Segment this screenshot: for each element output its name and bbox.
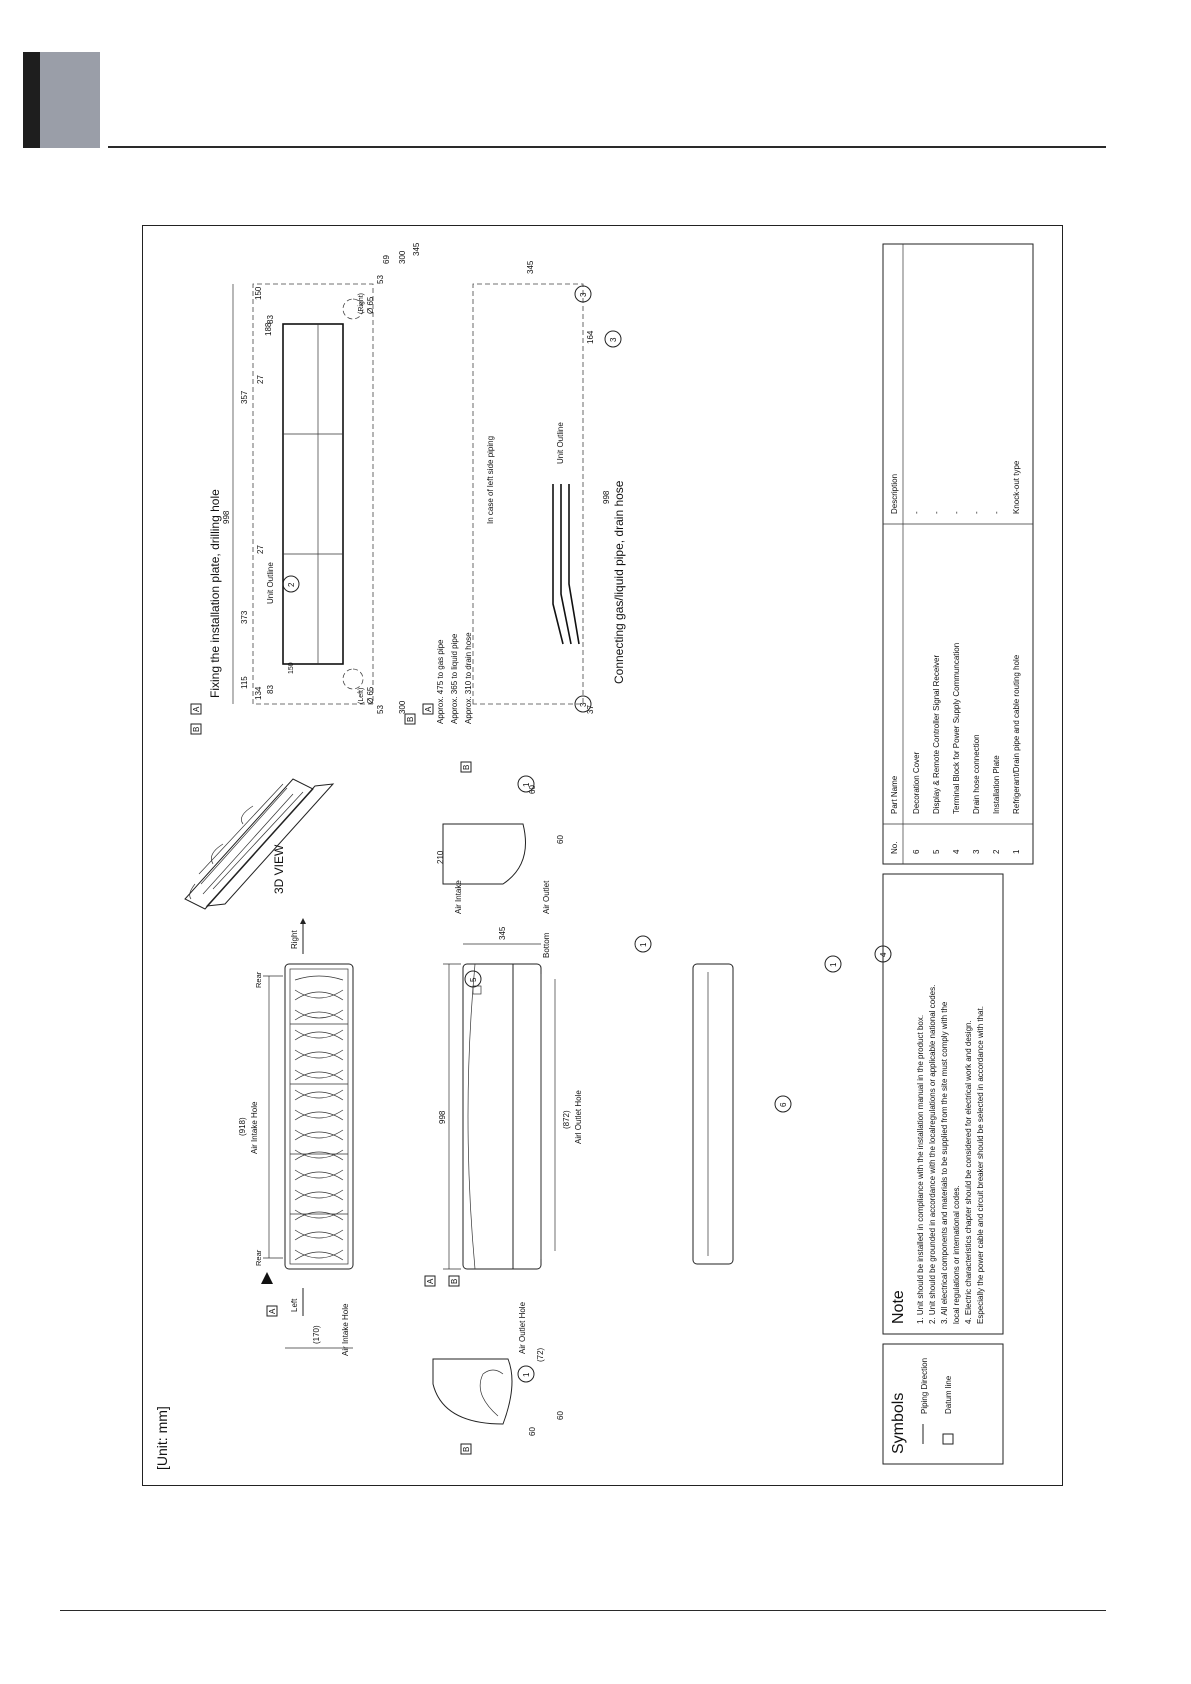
three-d-view bbox=[185, 779, 333, 909]
symbols-legend bbox=[883, 1344, 1003, 1464]
parts-row bbox=[1012, 460, 1021, 854]
side-left-dim-60-h: 60 bbox=[556, 1411, 565, 1420]
side-right-datum-b: B bbox=[462, 764, 471, 770]
plate-dim-345: 345 bbox=[412, 242, 421, 256]
plate-dim-150-small: 150 bbox=[288, 662, 295, 674]
top-dim-918: (918) bbox=[238, 1117, 247, 1136]
note-title: Note bbox=[890, 1290, 907, 1324]
pipe-drain: Approx. 310 to drain hose bbox=[464, 632, 473, 724]
side-left-dim-60-v: 60 bbox=[528, 1427, 537, 1436]
note-line-1: 1. Unit should be installed in compliance with the installation manual in the product box. bbox=[916, 1014, 925, 1324]
callout-1-b: 1 bbox=[522, 782, 531, 787]
parts-row bbox=[912, 511, 921, 854]
pipe-dim-345: 345 bbox=[526, 260, 535, 274]
front-dim-872: (872) bbox=[562, 1110, 571, 1129]
plate-dim-357: 357 bbox=[240, 390, 249, 404]
technical-drawing bbox=[143, 226, 1061, 1484]
callout-1-c: 1 bbox=[639, 942, 648, 947]
callout-1-a: 1 bbox=[522, 1372, 531, 1377]
parts-cell: - bbox=[912, 511, 921, 514]
unit-label: [Unit: mm] bbox=[154, 1406, 170, 1470]
pipe-left-side-piping: In case of left side piping bbox=[486, 435, 495, 524]
top-air-intake-hole: Air Intake Hole bbox=[250, 1101, 259, 1154]
front-view bbox=[425, 926, 583, 1286]
parts-header-no: No. bbox=[890, 841, 899, 854]
chapter-tab-dark bbox=[23, 52, 40, 148]
plate-unit-outline: Unit Outline bbox=[266, 562, 275, 604]
side-right-dim-210: 210 bbox=[436, 850, 445, 864]
parts-cell: Display & Remote Controller Signal Receiver bbox=[932, 654, 941, 814]
side-left-dim-72: (72) bbox=[536, 1347, 545, 1362]
note-line-5: 4. Electric characteristics chapter should be considered for electrical work and design. bbox=[964, 1020, 973, 1324]
parts-cell: Refrigerant/Drain pipe and cable routing hole bbox=[1012, 654, 1021, 814]
parts-cell: Terminal Block for Power Supply Communcation bbox=[952, 642, 961, 814]
front-datum-b: B bbox=[450, 1278, 459, 1284]
plate-dim-188: 188 bbox=[264, 322, 273, 336]
callout-3-b: 3 bbox=[579, 292, 588, 297]
side-right-air-intake: Air Intake bbox=[454, 880, 463, 914]
symbols-datum: Datum line bbox=[944, 1375, 953, 1414]
plate-datum-a: A bbox=[192, 706, 201, 712]
top-rear-left: Rear bbox=[254, 1249, 263, 1266]
note-box bbox=[883, 874, 1003, 1334]
parts-header-desc: Description bbox=[890, 473, 899, 514]
pipe-dim-164: 164 bbox=[586, 330, 595, 344]
callout-5: 5 bbox=[469, 977, 478, 982]
note-line-2: 2. Unit should be grounded in accordance with the localregulations or applicable national codes. bbox=[928, 984, 937, 1324]
callout-1-d: 1 bbox=[829, 962, 838, 967]
parts-header-name: Part Name bbox=[890, 775, 899, 814]
pipe-datum-a: A bbox=[424, 706, 433, 712]
plate-title: Fixing the installation plate, drilling hole bbox=[208, 489, 222, 698]
parts-row bbox=[992, 511, 1001, 854]
plate-dim-300-left: 300 bbox=[398, 700, 407, 714]
callout-3-c: 3 bbox=[609, 337, 618, 342]
header-rule bbox=[108, 146, 1106, 148]
side-view-right bbox=[436, 762, 565, 914]
pipe-dim-37: 37 bbox=[586, 705, 595, 714]
plate-dim-53-right: 53 bbox=[376, 275, 385, 284]
parts-cell: Installation Plate bbox=[992, 755, 1001, 814]
callout-markers bbox=[283, 286, 891, 1382]
callout-2: 2 bbox=[287, 582, 296, 587]
front-dim-345: 345 bbox=[498, 926, 507, 940]
top-right-label: Right bbox=[290, 930, 299, 949]
side-left-air-outlet: Air Outlet Hole bbox=[518, 1301, 527, 1354]
parts-table bbox=[883, 244, 1033, 864]
top-dim-170: (170) bbox=[312, 1325, 321, 1344]
callout-6: 6 bbox=[779, 1102, 788, 1107]
chapter-tab-light bbox=[40, 52, 100, 148]
plate-dim-300-right: 300 bbox=[398, 250, 407, 264]
bottom-view bbox=[693, 964, 733, 1264]
parts-cell: 3 bbox=[972, 849, 981, 854]
parts-cell: 1 bbox=[1012, 849, 1021, 854]
parts-cell: - bbox=[932, 511, 941, 514]
plate-hole-right: Ø 65 bbox=[366, 296, 375, 314]
symbols-piping: Piping Direction bbox=[920, 1357, 929, 1414]
note-line-6: Especially the power cable and circuit breaker should be selected in accordance with that. bbox=[976, 1006, 985, 1324]
pipe-connection-view bbox=[405, 260, 626, 724]
drawing-frame bbox=[142, 225, 1063, 1486]
footer-rule bbox=[60, 1610, 1106, 1611]
parts-cell: 6 bbox=[912, 849, 921, 854]
parts-cell: Decoration Cover bbox=[912, 751, 921, 814]
plate-dim-53-left: 53 bbox=[376, 705, 385, 714]
top-view bbox=[238, 918, 353, 1356]
symbols-title: Symbols bbox=[890, 1392, 907, 1454]
parts-cell: - bbox=[972, 511, 981, 514]
pipe-gas: Approx. 475 to gas pipe bbox=[436, 639, 445, 724]
parts-cell: 2 bbox=[992, 849, 1001, 854]
plate-dim-69: 69 bbox=[382, 255, 391, 264]
parts-cell: Knock-out type bbox=[1012, 460, 1021, 514]
side-view-left bbox=[433, 1301, 565, 1454]
parts-row bbox=[972, 511, 981, 854]
top-rear-right: Rear bbox=[254, 971, 263, 988]
pipe-liquid: Approx. 365 to liquid pipe bbox=[450, 633, 459, 724]
parts-row bbox=[932, 511, 941, 854]
plate-hole-right-note: (Right) bbox=[358, 292, 365, 314]
front-bottom-label: Bottom bbox=[542, 932, 551, 958]
side-right-dim-60-h: 60 bbox=[556, 835, 565, 844]
three-d-label: 3D VIEW bbox=[272, 844, 286, 894]
top-air-intake-side: Air Intake Hole bbox=[341, 1303, 350, 1356]
callout-3-a: 3 bbox=[579, 702, 588, 707]
side-right-air-outlet: Air Outlet bbox=[542, 880, 551, 914]
side-left-datum-b: B bbox=[462, 1446, 471, 1452]
front-air-outlet-hole: Airl Outlet Hole bbox=[574, 1090, 583, 1144]
plate-dim-115: 115 bbox=[240, 676, 249, 689]
plate-dim-998: 998 bbox=[222, 510, 231, 524]
note-line-4: local regulations or international codes. bbox=[952, 1185, 961, 1324]
pipe-title: Connecting gas/liquid pipe, drain hose bbox=[612, 480, 626, 684]
pipe-dim-998: 998 bbox=[602, 490, 611, 504]
plate-dim-134: 134 bbox=[254, 686, 263, 700]
pipe-unit-outline: Unit Outline bbox=[556, 422, 565, 464]
front-dim-998: 998 bbox=[438, 1110, 447, 1124]
plate-dim-83-right: 83 bbox=[266, 315, 275, 324]
plate-dim-373: 373 bbox=[240, 610, 249, 624]
top-datum-a: A bbox=[268, 1308, 277, 1314]
parts-cell: - bbox=[992, 511, 1001, 514]
plate-hole-left-note: (Left) bbox=[358, 687, 365, 704]
plate-datum-b: B bbox=[192, 726, 201, 732]
parts-cell: 4 bbox=[952, 849, 961, 854]
top-left-label: Left bbox=[290, 1298, 299, 1312]
plate-dim-150: 150 bbox=[254, 286, 263, 300]
side-right-dim-60-v: 60 bbox=[528, 785, 537, 794]
plate-dim-83-left: 83 bbox=[266, 685, 275, 694]
plate-dim-27-a: 27 bbox=[256, 545, 265, 554]
parts-cell: 5 bbox=[932, 849, 941, 854]
front-datum-a: A bbox=[426, 1278, 435, 1284]
plate-hole-left: Ø 65 bbox=[366, 686, 375, 704]
note-line-3: 3. All electrical components and materials to be supplied from the site must comply with the bbox=[940, 1001, 949, 1324]
callout-4: 4 bbox=[879, 952, 888, 957]
pipe-datum-b: B bbox=[406, 716, 415, 722]
installation-plate-view bbox=[191, 242, 421, 734]
parts-row bbox=[952, 511, 961, 854]
parts-cell: Drain hose connection bbox=[972, 734, 981, 814]
parts-cell: - bbox=[952, 511, 961, 514]
plate-dim-27-b: 27 bbox=[256, 375, 265, 384]
